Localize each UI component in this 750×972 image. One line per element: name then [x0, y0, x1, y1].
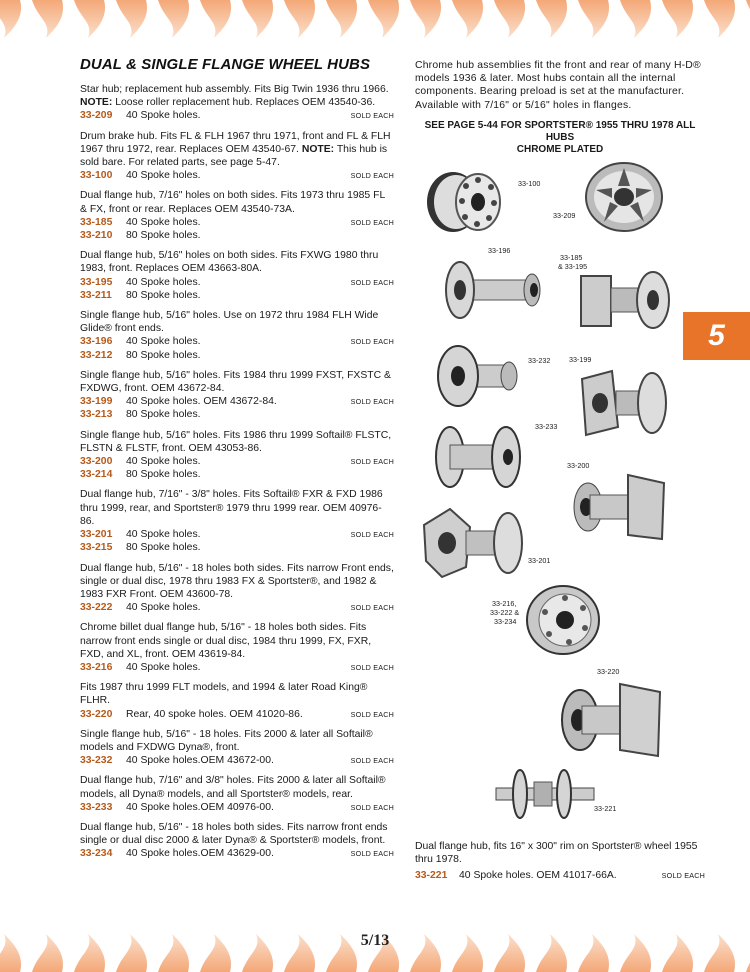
part-row [80, 455, 394, 468]
label-33-209: 33-209 [553, 211, 576, 220]
hub-image-33-196 [430, 258, 545, 323]
product-item [80, 621, 394, 674]
part-number: 33-201 [80, 529, 113, 541]
hub-image-33-220 [556, 672, 670, 762]
right-column [415, 59, 705, 156]
part-number: 33-221 [415, 870, 448, 881]
product-item [80, 821, 394, 861]
part-holes: 80 Spoke holes. [126, 289, 201, 301]
part-holes: 40 Spoke holes. [126, 336, 201, 348]
part-number: 33-222 [80, 602, 113, 614]
hub-image-33-209 [582, 160, 666, 234]
label-33-220: 33-220 [597, 667, 620, 676]
part-holes: 40 Spoke holes.OEM 43629-00. [126, 848, 274, 860]
product-description [80, 249, 394, 275]
product-description [80, 429, 394, 455]
part-row [80, 335, 394, 348]
part-number: 33-233 [80, 801, 113, 813]
part-number: 33-196 [80, 336, 113, 348]
hub-image-33-233 [428, 423, 528, 491]
sold-each: SOLD EACH [350, 397, 394, 407]
product-item [80, 249, 394, 302]
page-title: DUAL & SINGLE FLANGE WHEEL HUBS [80, 56, 371, 73]
product-description [80, 728, 394, 754]
part-number: 33-195 [80, 276, 113, 288]
hub-image-33-221 [494, 768, 596, 820]
see-page-note: SEE PAGE 5-44 FOR SPORTSTER® 1955 THRU 1978 ALL HUBS [424, 119, 696, 143]
part-row [80, 109, 394, 122]
part-row [80, 754, 394, 767]
part-row [80, 801, 394, 814]
part-number: 33-185 [80, 216, 113, 228]
description-text: Star hub; replacement hub assembly. Fits Big Twin 1936 thru 1966. [80, 84, 389, 95]
sold-each: SOLD EACH [350, 662, 394, 672]
product-description [80, 621, 394, 661]
part-row [80, 216, 394, 229]
intro-text: Chrome hub assemblies fit the front and rear of many H-D® models 1936 & later. Most hubs contain all the internal components. Bearing preload is set at the manufacturer. Available with 7/16" or 5/16" holes in flanges. [415, 60, 701, 111]
part-holes: 80 Spoke holes. [126, 349, 201, 361]
part-row [80, 349, 394, 362]
sold-each: SOLD EACH [661, 871, 705, 880]
product-description [80, 130, 394, 170]
label-33-232: 33-232 [528, 356, 551, 365]
part-holes: 80 Spoke holes. [126, 230, 201, 242]
hub-image-33-201 [420, 505, 528, 580]
description-text: Dual flange hub, 7/16" holes on both sides. Fits 1973 thru 1985 FL & FX, front or rear. Replaces OEM 43540-73A. [80, 190, 385, 215]
description-text: Dual flange hub, 5/16" holes on both sides. Fits FXWG 1980 thru 1983, front. Replaces OEM 43663-80A. [80, 250, 379, 275]
part-holes: 40 Spoke holes.OEM 40976-00. [126, 801, 274, 813]
hub-image-33-199 [572, 365, 674, 440]
part-row [80, 395, 394, 408]
product-item [80, 429, 394, 482]
part-holes: 40 Spoke holes. OEM 43672-84. [126, 396, 277, 408]
description-text: Chrome billet dual flange hub, 5/16" - 18 holes both sides. Fits narrow front ends single or dual disc, 1984 thru 1999, FX, FXR, FXD, and XL, front. OEM 43619-84. [80, 622, 372, 660]
part-holes: Rear, 40 spoke holes. OEM 41020-86. [126, 708, 303, 720]
part-holes: 40 Spoke holes. [126, 602, 201, 614]
sold-each: SOLD EACH [350, 756, 394, 766]
part-row [80, 601, 394, 614]
product-item [80, 562, 394, 615]
sold-each: SOLD EACH [350, 337, 394, 347]
part-number: 33-216 [80, 661, 113, 673]
sold-each: SOLD EACH [350, 603, 394, 613]
product-description [80, 821, 394, 847]
part-number: 33-215 [80, 542, 113, 554]
product-list [80, 56, 394, 868]
part-row [80, 169, 394, 182]
label-33-100: 33-100 [518, 179, 541, 188]
part-holes: 40 Spoke holes. [126, 110, 201, 122]
description-text: Dual flange hub, 7/16" and 3/8" holes. Fits 2000 & later all Softail® models, all Dyna® models, and all Sportster® models, rear. [80, 775, 386, 800]
note-label: NOTE: [80, 97, 113, 109]
sold-each: SOLD EACH [350, 709, 394, 719]
part-holes: 80 Spoke holes. [126, 409, 201, 421]
description-text: Dual flange hub, 5/16" - 18 holes both sides. Fits narrow front ends single or dual disc 2000 & later Dyna® & Sportster® models, front. [80, 821, 388, 847]
label-33-195: & 33-195 [558, 262, 588, 271]
part-row [80, 289, 394, 302]
description-text: Dual flange hub, 5/16" - 18 holes both sides. Fits narrow Front ends, single or dual disc, 1978 thru 1983 FX & Sportster®, and 1982 & 1983 FXR Front. OEM 43600-78. [80, 562, 394, 600]
description-text: Drum brake hub. Fits FL & FLH 1967 thru 1971, front and FL & FLH 1967 thru 1972, rear. Replaces OEM 43540-67. [80, 130, 391, 155]
chrome-plated-subhead: CHROME PLATED [516, 143, 604, 155]
product-item [80, 189, 394, 242]
part-number: 33-199 [80, 396, 113, 408]
bottom-part-row [415, 870, 705, 881]
sold-each: SOLD EACH [350, 530, 394, 540]
product-item [80, 728, 394, 768]
hub-image-33-185 [573, 268, 678, 333]
sold-each: SOLD EACH [350, 457, 394, 467]
hub-image-33-216 [523, 582, 605, 657]
label-33-233: 33-233 [535, 422, 558, 431]
label-33-199: 33-199 [569, 355, 592, 364]
part-row [80, 541, 394, 554]
description-text: Single flange hub, 5/16" holes. Fits 1984 thru 1999 FXST, FXSTC & FXDWG, front. OEM 43672-84. [80, 369, 391, 395]
description-text: Fits 1987 thru 1999 FLT models, and 1994 & later Road King® FLHR. [80, 682, 368, 707]
label-33-200: 33-200 [567, 461, 590, 470]
part-number: 33-220 [80, 708, 113, 720]
part-row [80, 661, 394, 674]
product-item [80, 774, 394, 814]
part-number: 33-213 [80, 409, 113, 421]
product-description [80, 488, 394, 528]
sold-each: SOLD EACH [350, 111, 394, 121]
product-description [80, 562, 394, 602]
product-description [80, 681, 394, 707]
part-holes: 80 Spoke holes. [126, 469, 201, 481]
label-33-234: 33-234 [494, 617, 517, 626]
part-number: 33-209 [80, 110, 113, 122]
part-row [80, 468, 394, 481]
description-text: This hub is sold bare. For related parts, see page 5-47. [80, 143, 388, 169]
sold-each: SOLD EACH [350, 217, 394, 227]
product-item [80, 309, 394, 362]
part-holes: 40 Spoke holes. OEM 41017-66A. [459, 870, 617, 881]
page-number: 5/13 [360, 932, 390, 949]
description-text: Single flange hub, 5/16" holes. Fits 1986 thru 1999 Softail® FLSTC, FLSTN & FLSTF, front. OEM 43053-86. [80, 429, 392, 454]
part-row [80, 708, 394, 721]
part-number: 33-100 [80, 170, 113, 182]
bottom-description: Dual flange hub, fits 16" x 300" rim on Sportster® wheel 1955 thru 1978. [415, 841, 698, 866]
hub-image-33-200 [566, 465, 674, 545]
hub-image-33-232 [432, 343, 520, 411]
part-row [80, 528, 394, 541]
part-number: 33-214 [80, 469, 113, 481]
items-container [80, 83, 394, 861]
description-text: Dual flange hub, 7/16" - 3/8" holes. Fits Softail® FXR & FXD 1986 thru 1999, rear, and Sportster® 1979 thru 1999 rear. OEM 40976-86. [80, 489, 383, 527]
product-description [80, 189, 394, 215]
part-holes: 40 Spoke holes. [126, 216, 201, 228]
sold-each: SOLD EACH [350, 171, 394, 181]
part-holes: 40 Spoke holes. [126, 456, 201, 468]
product-item [80, 83, 394, 123]
description-text: Loose roller replacement hub. Replaces OEM 43540-36. [112, 97, 376, 109]
product-description [80, 309, 394, 335]
sold-each: SOLD EACH [350, 802, 394, 812]
product-description [80, 774, 394, 800]
part-holes: 40 Spoke holes. [126, 170, 201, 182]
label-33-221: 33-221 [594, 804, 617, 813]
part-holes: 40 Spoke holes. [126, 529, 201, 541]
part-row [80, 847, 394, 860]
sold-each: SOLD EACH [350, 849, 394, 859]
product-item [80, 369, 394, 422]
part-holes: 40 Spoke holes.OEM 43672-00. [126, 755, 274, 767]
part-row [80, 229, 394, 242]
label-33-185: 33-185 [560, 253, 583, 262]
product-description [80, 369, 394, 395]
description-text: Single flange hub, 5/16" holes. Use on 1972 thru 1984 FLH Wide Glide® front ends. [80, 310, 379, 335]
section-tab: 5 [683, 312, 750, 360]
part-row [80, 276, 394, 289]
part-holes: 80 Spoke holes. [126, 542, 201, 554]
description-text: Single flange hub, 5/16" - 18 holes. Fits 2000 & later all Softail® models and FXDWG Dyna®, front. [80, 728, 373, 753]
note-label: NOTE: [301, 143, 335, 155]
label-33-216: 33-216, [492, 599, 517, 608]
part-row [80, 408, 394, 421]
part-number: 33-211 [80, 289, 112, 301]
label-33-201: 33-201 [528, 556, 551, 565]
product-item [80, 130, 394, 183]
part-holes: 40 Spoke holes. [126, 276, 201, 288]
label-33-196: 33-196 [488, 246, 511, 255]
product-description [80, 83, 394, 109]
product-item [80, 488, 394, 554]
sold-each: SOLD EACH [350, 277, 394, 287]
label-33-222: 33-222 & [490, 608, 520, 617]
part-number: 33-212 [80, 349, 113, 361]
part-number: 33-210 [80, 230, 113, 242]
flame-border-top [0, 0, 750, 54]
part-number: 33-232 [80, 755, 113, 767]
part-holes: 40 Spoke holes. [126, 661, 201, 673]
hub-image-33-100 [423, 167, 505, 237]
product-item [80, 681, 394, 721]
part-number: 33-200 [80, 456, 113, 468]
part-number: 33-234 [80, 848, 113, 860]
